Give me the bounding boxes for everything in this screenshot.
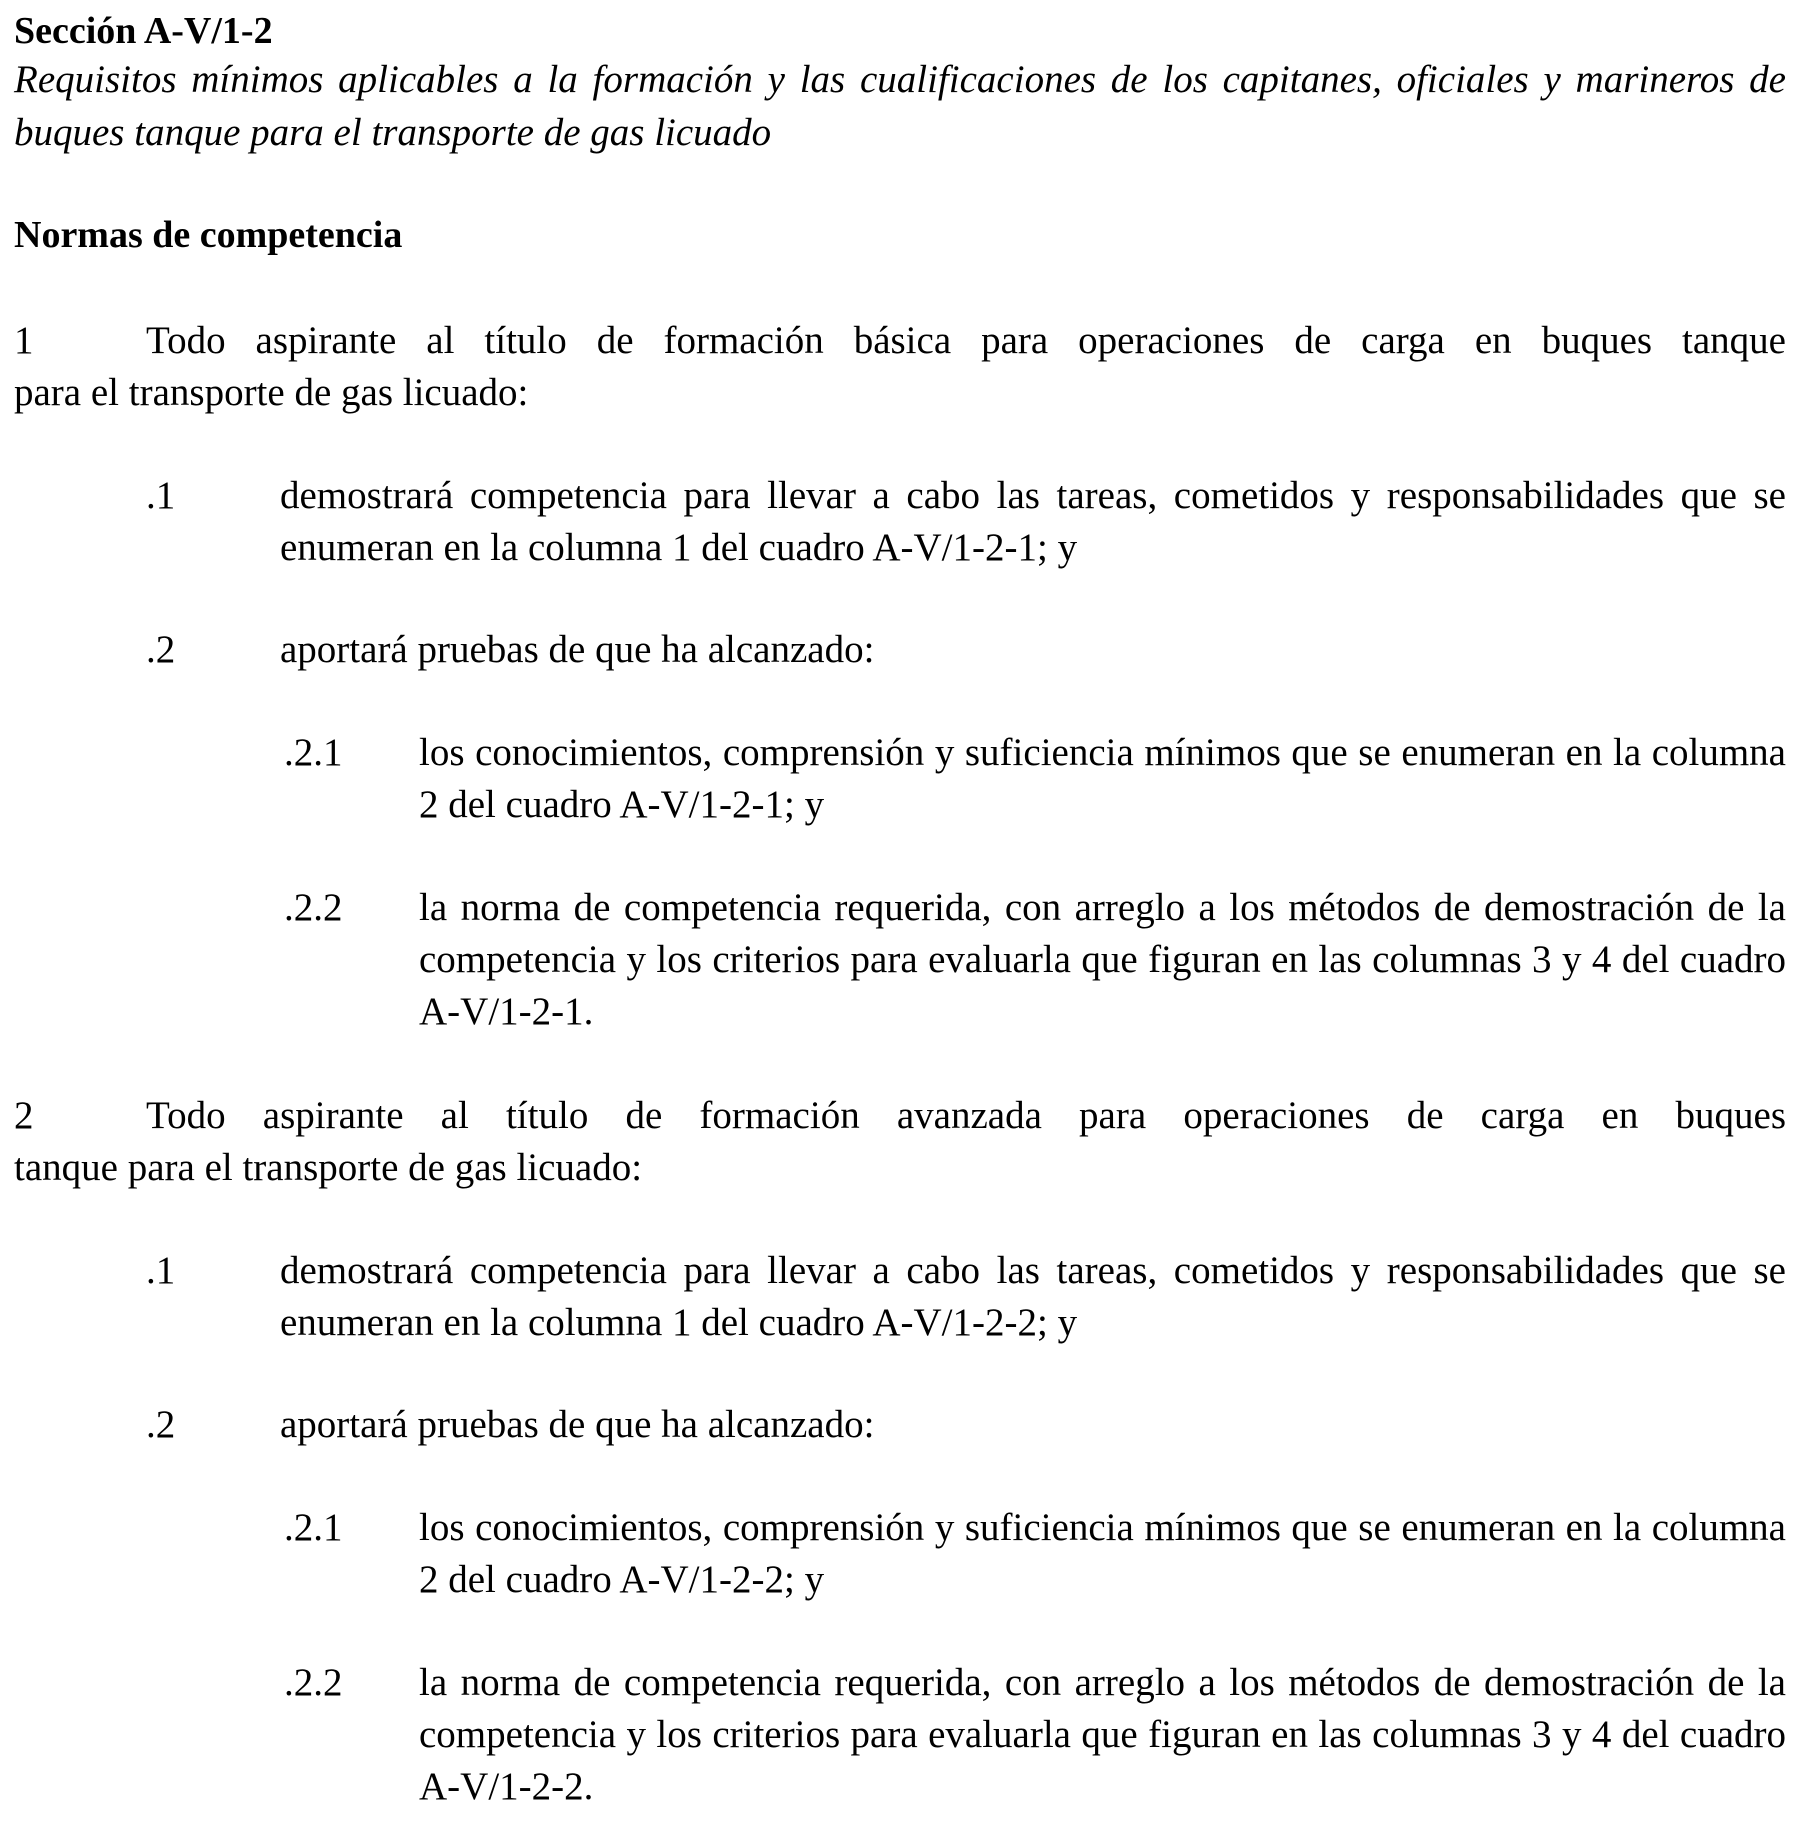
subitem-text: los conocimientos, comprensión y suficiencia mínimos que se enumeran en la columna 2 del cuadro A-V/1-2-1; y xyxy=(419,731,1786,826)
item-text: aportará pruebas de que ha alcanzado: xyxy=(280,628,875,671)
item-text: aportará pruebas de que ha alcanzado: xyxy=(280,1403,875,1446)
paragraph-2-line1-text: Todo aspirante al título de formación avanzada para operaciones de carga en buques xyxy=(146,1094,1786,1137)
subitem-text: los conocimientos, comprensión y suficiencia mínimos que se enumeran en la columna 2 del cuadro A-V/1-2-2; y xyxy=(419,1506,1786,1601)
subitem-number: .2.2 xyxy=(284,1661,343,1704)
section-subtitle: Requisitos mínimos aplicables a la formación y las cualificaciones de los capitanes, oficiales y marineros de buques tanque para el transporte de gas licuado xyxy=(14,58,1786,154)
item-number: .2 xyxy=(146,628,176,671)
paragraph-1-line1-text: Todo aspirante al título de formación básica para operaciones de carga en buques tanque xyxy=(146,319,1786,362)
item-text: demostrará competencia para llevar a cabo las tareas, cometidos y responsabilidades que se enumeran en la columna 1 del cuadro A-V/1-2-2; y xyxy=(280,1249,1786,1344)
paragraph-2 xyxy=(14,1090,1786,1194)
paragraph-number: 2 xyxy=(14,1094,34,1137)
item-number: .1 xyxy=(146,1249,176,1292)
subitem-text: la norma de competencia requerida, con arreglo a los métodos de demostración de la competencia y los criterios para evaluarla que figuran en las columnas 3 y 4 del cuadro A-V/1-2-2. xyxy=(419,1661,1786,1808)
paragraph-2-first-line xyxy=(14,1090,1786,1142)
paragraph-2-line2-text: tanque para el transporte de gas licuado: xyxy=(14,1146,643,1189)
subitem-number: .2.1 xyxy=(284,731,343,774)
paragraph-number: 1 xyxy=(14,319,34,362)
section-title: Sección A-V/1-2 xyxy=(14,10,273,52)
standards-heading: Normas de competencia xyxy=(14,214,403,256)
paragraph-1-first-line xyxy=(14,315,1786,367)
paragraph-1 xyxy=(14,315,1786,419)
paragraph-1-line2-text: para el transporte de gas licuado: xyxy=(14,371,529,414)
subitem-text: la norma de competencia requerida, con arreglo a los métodos de demostración de la competencia y los criterios para evaluarla que figuran en las columnas 3 y 4 del cuadro A-V/1-2-1. xyxy=(419,886,1786,1033)
item-number: .2 xyxy=(146,1403,176,1446)
subitem-number: .2.2 xyxy=(284,886,343,929)
item-number: .1 xyxy=(146,474,176,517)
item-text: demostrará competencia para llevar a cabo las tareas, cometidos y responsabilidades que se enumeran en la columna 1 del cuadro A-V/1-2-1; y xyxy=(280,474,1786,569)
subitem-number: .2.1 xyxy=(284,1506,343,1549)
